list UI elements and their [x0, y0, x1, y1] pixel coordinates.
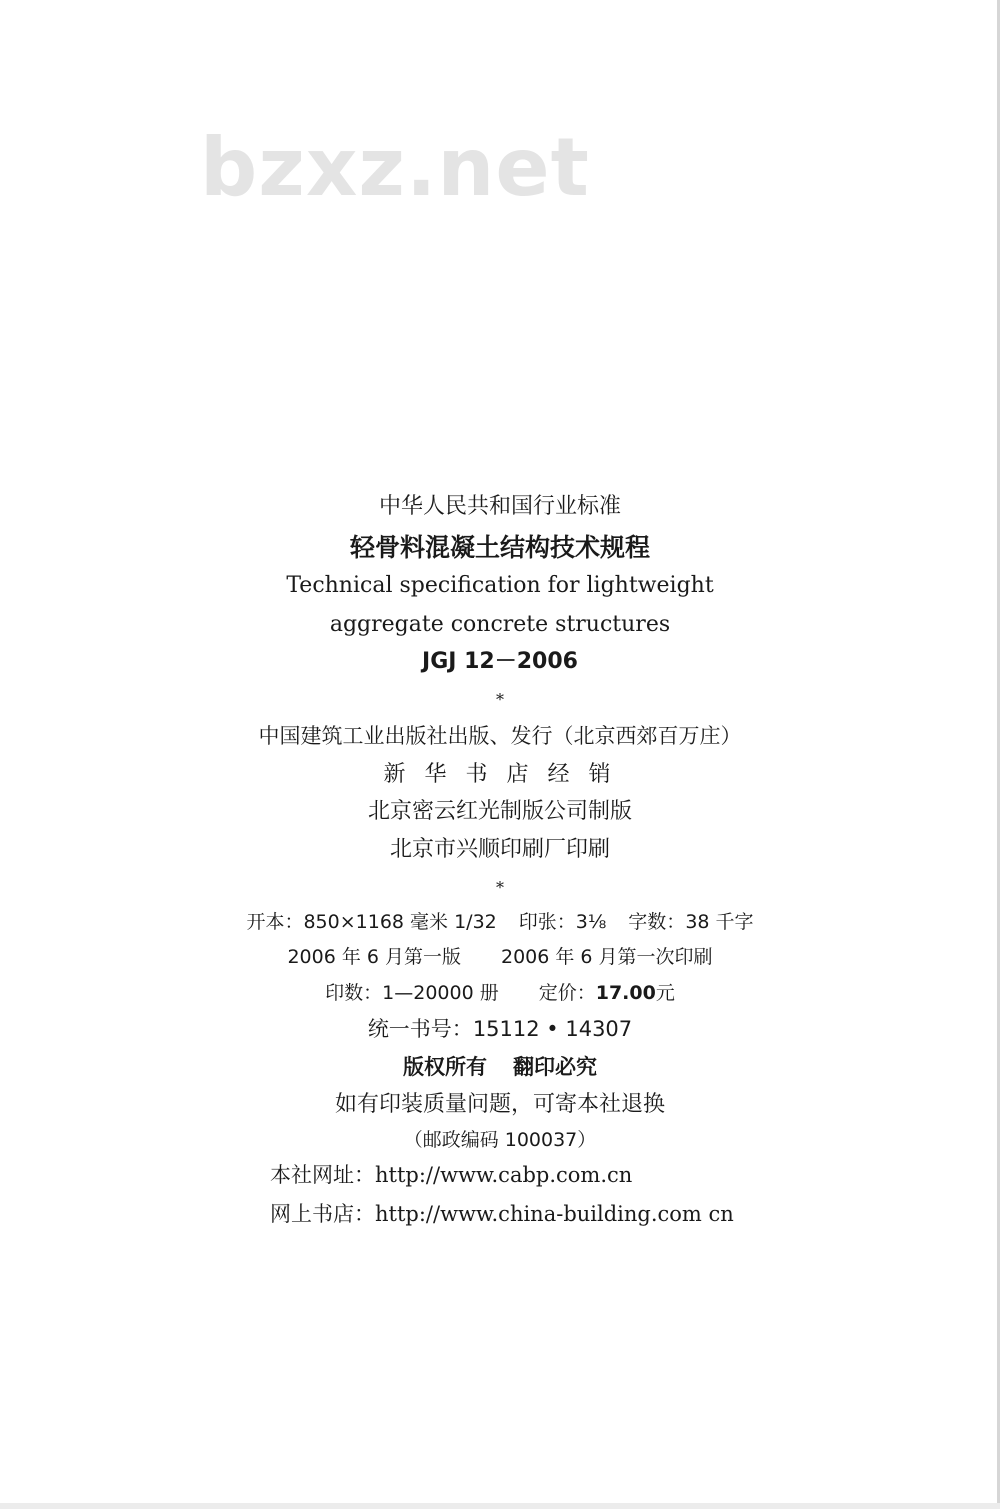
copyright-line [0, 1057, 1000, 1078]
sheets-label: 印张： [518, 911, 576, 933]
separator-star: * [496, 690, 504, 709]
book-number-value: 15112 • 14307 [472, 1017, 633, 1041]
book-number-line [0, 1019, 1000, 1040]
edition-line [0, 948, 1000, 967]
words-value: 38 千字 [685, 911, 754, 933]
sheets-value: 3⅛ [575, 911, 607, 933]
price-unit: 元 [655, 982, 675, 1004]
platemaker-line: 北京密云红光制版公司制版 [367, 799, 632, 824]
format-value: 850×1168 毫米 1/32 [303, 911, 497, 933]
print-run-value: 1—20000 册 [382, 982, 499, 1004]
title-en-line1: Technical specification for lightweight [286, 573, 714, 598]
standard-code: JGJ 12－2006 [422, 649, 578, 674]
title-en-line2: aggregate concrete structures [329, 612, 671, 637]
postcode: （邮政编码 100037） [403, 1129, 597, 1151]
words-label: 字数： [628, 911, 686, 933]
site-label: 本社网址： [270, 1163, 375, 1187]
shop-label: 网上书店： [270, 1202, 375, 1226]
quality-notice: 如有印装质量问题，可寄本社退换 [334, 1092, 665, 1117]
book-number-label: 统一书号： [367, 1017, 473, 1041]
edition: 2006 年 6 月第一版 [287, 946, 461, 968]
page-edge-bottom [0, 1503, 1000, 1509]
specs-line [0, 913, 1000, 932]
print-run-line [0, 984, 1000, 1003]
shop-line [270, 1204, 734, 1225]
copyright-text: 版权所有 [403, 1055, 487, 1079]
printer-line: 北京市兴顺印刷厂印刷 [389, 837, 610, 862]
title-zh: 轻骨料混凝土结构技术规程 [349, 533, 650, 562]
distributor-line: 新 华 书 店 经 销 [383, 762, 617, 787]
price-label: 定价： [538, 982, 596, 1004]
printing: 2006 年 6 月第一次印刷 [501, 946, 713, 968]
watermark: bzxz.net [200, 121, 590, 214]
shop-url[interactable]: http://www.china-building.com cn [375, 1202, 734, 1226]
site-url[interactable]: http://www.cabp.com.cn [375, 1163, 633, 1187]
separator-star-2: * [496, 878, 504, 897]
print-run-label: 印数： [325, 982, 383, 1004]
format-label: 开本： [246, 911, 304, 933]
standard-category: 中华人民共和国行业标准 [378, 494, 621, 519]
site-line [270, 1165, 632, 1186]
piracy-text: 翻印必究 [513, 1055, 597, 1079]
publisher-line: 中国建筑工业出版社出版、发行（北京西郊百万庄） [258, 724, 742, 748]
price-value: 17.00 [595, 982, 656, 1004]
